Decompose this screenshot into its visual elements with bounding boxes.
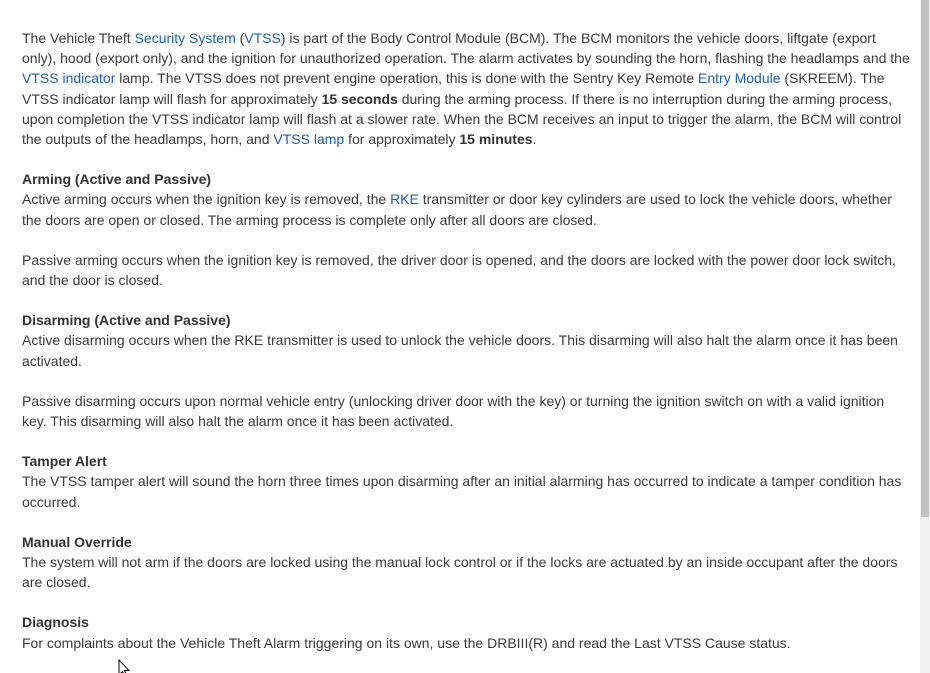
intro-paragraph <box>22 28 910 149</box>
intro-text: ( <box>235 30 245 46</box>
entry-module-link[interactable]: Entry Module <box>698 70 781 87</box>
tamper-alert-paragraph: The VTSS tamper alert will sound the horn three times upon disarming after an initial alarming has occurred to indicate a tamper condition has occurred. <box>22 473 902 510</box>
passive-disarming-paragraph: Passive disarming occurs upon normal vehicle entry (unlocking driver door with the key) or turning the ignition switch on with a valid ignition key. This disarming will also halt the alarm once it has been activated. <box>22 392 885 430</box>
rke-link[interactable]: RKE <box>390 191 419 208</box>
security-system-link[interactable]: Security System <box>134 30 236 46</box>
vtss-link[interactable]: VTSS <box>244 30 281 46</box>
intro-text: for approximately <box>344 131 460 148</box>
article-content <box>22 28 910 653</box>
active-arming-text: Active arming occurs when the ignition key is removed, the <box>22 191 391 208</box>
intro-text: . <box>532 131 537 148</box>
arming-duration-bold: 15 seconds <box>321 90 398 107</box>
manual-override-paragraph: The system will not arm if the doors are locked using the manual lock control or if the locks are actuated by an inside occupant after the doors are closed. <box>22 554 898 591</box>
active-arming-paragraph <box>22 189 910 229</box>
intro-text: The Vehicle Theft <box>22 30 135 46</box>
vtss-indicator-link[interactable]: VTSS indicator <box>22 70 116 87</box>
active-arming-text: transmitter or door key cylinders are used to lock the vehicle doors, whether the doors are open or closed. The arming process is complete only after all doors are closed. <box>22 191 892 228</box>
diagnosis-heading: Diagnosis <box>22 614 89 631</box>
disarming-heading: Disarming (Active and Passive) <box>22 312 231 329</box>
vtss-lamp-link[interactable]: VTSS lamp <box>273 131 345 148</box>
intro-text: during the arming process. If there is no interruption during the arming process, upon completion the VTSS indicator lamp will flash at a slower rate. When the BCM receives an input to trigger the alarm, the BCM will control the outputs of the headlamps, horn, and <box>22 90 902 148</box>
intro-text: (SKREEM). The VTSS indicator lamp will flash for approximately <box>22 70 885 107</box>
passive-arming-paragraph: Passive arming occurs when the ignition key is removed, the driver door is opened, and the doors are locked with the power door lock switch, and the door is closed. <box>22 251 896 289</box>
intro-text: ) is part of the Body Control Module (BCM). The BCM monitors the vehicle doors, liftgate (export only), hood (export only), and the ignition for unauthorized operation. The alarm activates by sounding the horn, flashing the headlamps and the <box>22 30 910 67</box>
mouse-pointer-icon <box>118 659 132 673</box>
diagnosis-paragraph: For complaints about the Vehicle Theft Alarm triggering on its own, use the DRBIII(R) and read the Last VTSS Cause status. <box>22 634 791 651</box>
manual-override-heading: Manual Override <box>22 533 132 550</box>
intro-text: lamp. The VTSS does not prevent engine operation, this is done with the Sentry Key Remote <box>115 70 699 87</box>
alarm-duration-bold: 15 minutes <box>459 131 533 148</box>
active-disarming-paragraph: Active disarming occurs when the RKE transmitter is used to unlock the vehicle doors. This disarming will also halt the alarm once it has been activated. <box>22 332 898 369</box>
tamper-alert-heading: Tamper Alert <box>22 453 107 470</box>
arming-heading: Arming (Active and Passive) <box>22 171 212 188</box>
scrollbar-thumb[interactable] <box>921 0 929 517</box>
